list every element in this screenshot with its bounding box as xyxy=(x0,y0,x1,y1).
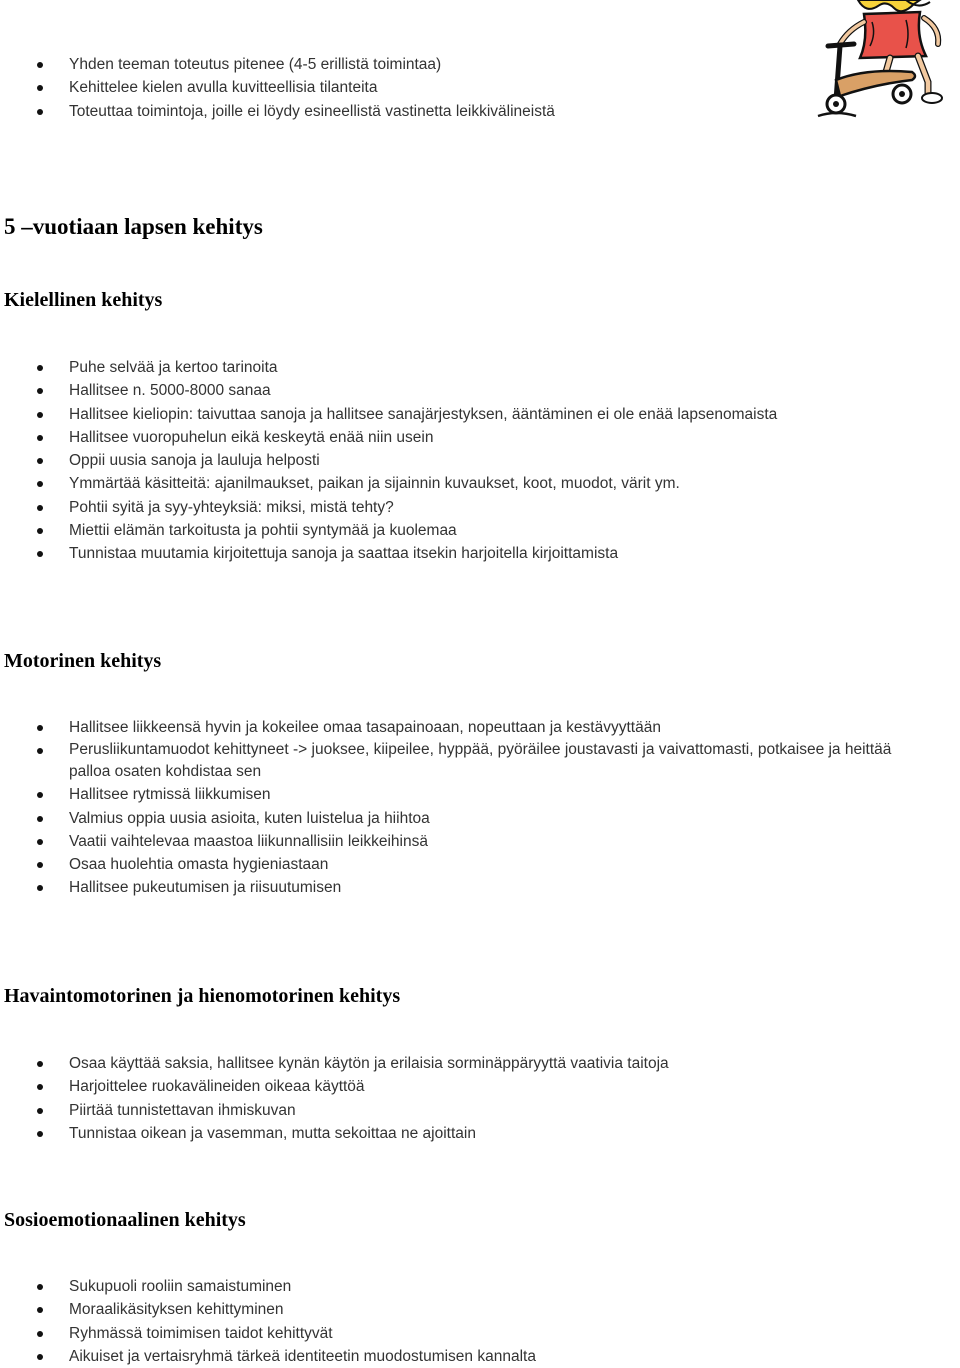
list-item: Osaa käyttää saksia, hallitsee kynän käytön ja erilaisia sorminäppäryyttä vaativia taitoja xyxy=(0,1052,940,1075)
list-item: Ymmärtää käsitteitä: ajanilmaukset, paikan ja sijainnin kuvaukset, koot, muodot, värit ym. xyxy=(0,472,940,495)
list-item: Kehittelee kielen avulla kuvitteellisia tilanteita xyxy=(0,76,940,99)
section-title-sosioemotionaalinen: Sosioemotionaalinen kehitys xyxy=(4,1209,246,1231)
list-item: Piirtää tunnistettavan ihmiskuvan xyxy=(0,1099,940,1122)
list-item: Hallitsee liikkeensä hyvin ja kokeilee omaa tasapainoaan, nopeuttaan ja kestävyyttään xyxy=(0,716,940,739)
section-title-kielellinen: Kielellinen kehitys xyxy=(4,289,163,311)
list-item: Osaa huolehtia omasta hygieniastaan xyxy=(0,853,940,876)
page-title: 5 –vuotiaan lapsen kehitys xyxy=(4,214,263,239)
list-item: Moraalikäsityksen kehittyminen xyxy=(0,1298,940,1321)
list-item: Ryhmässä toimimisen taidot kehittyvät xyxy=(0,1322,940,1345)
list-item: Hallitsee n. 5000-8000 sanaa xyxy=(0,379,940,402)
list-item: Harjoittelee ruokavälineiden oikeaa käyttöä xyxy=(0,1075,940,1098)
list-item: Hallitsee kieliopin: taivuttaa sanoja ja hallitsee sanajärjestyksen, ääntäminen ei ole enää lapsenomaista xyxy=(0,403,940,426)
section-title-motorinen: Motorinen kehitys xyxy=(4,650,162,672)
list-item: Tunnistaa muutamia kirjoitettuja sanoja ja saattaa itsekin harjoitella kirjoittamista xyxy=(0,542,940,565)
list-item: Miettii elämän tarkoitusta ja pohtii syntymää ja kuolemaa xyxy=(0,519,940,542)
section-title-havaintomotorinen: Havaintomotorinen ja hienomotorinen kehitys xyxy=(4,985,401,1007)
list-item: Toteuttaa toimintoja, joille ei löydy esineellistä vastinetta leikkivälineistä xyxy=(0,100,940,123)
list-item: Yhden teeman toteutus pitenee (4-5 erillistä toimintaa) xyxy=(0,53,940,76)
list-item: Puhe selvää ja kertoo tarinoita xyxy=(0,356,940,379)
section-list-kielellinen xyxy=(0,356,940,566)
section-list-motorinen xyxy=(0,716,940,900)
list-item: Valmius oppia uusia asioita, kuten luistelua ja hiihtoa xyxy=(0,807,940,830)
list-item: Aikuiset ja vertaisryhmä tärkeä identiteetin muodostumisen kannalta xyxy=(0,1345,940,1368)
section-list-sosioemotionaalinen xyxy=(0,1275,940,1368)
list-item: Sukupuoli rooliin samaistuminen xyxy=(0,1275,940,1298)
list-item: Perusliikuntamuodot kehittyneet -> juoksee, kiipeilee, hyppää, pyöräilee joustavasti ja vaivattomasti, potkaisee ja heittää palloa osaten kohdistaa sen xyxy=(0,739,940,783)
list-item: Pohtii syitä ja syy-yhteyksiä: miksi, mistä tehty? xyxy=(0,496,940,519)
list-item: Tunnistaa oikean ja vasemman, mutta sekoittaa ne ajoittain xyxy=(0,1122,940,1145)
list-item: Oppii uusia sanoja ja lauluja helposti xyxy=(0,449,940,472)
section-list-havaintomotorinen xyxy=(0,1052,940,1145)
list-item: Hallitsee rytmissä liikkumisen xyxy=(0,783,940,806)
list-item: Hallitsee pukeutumisen ja riisuutumisen xyxy=(0,876,940,899)
list-item: Hallitsee vuoropuhelun eikä keskeytä enää niin usein xyxy=(0,426,940,449)
list-item: Vaatii vaihtelevaa maastoa liikunnallisiin leikkeihinsä xyxy=(0,830,940,853)
intro-list xyxy=(0,53,940,123)
